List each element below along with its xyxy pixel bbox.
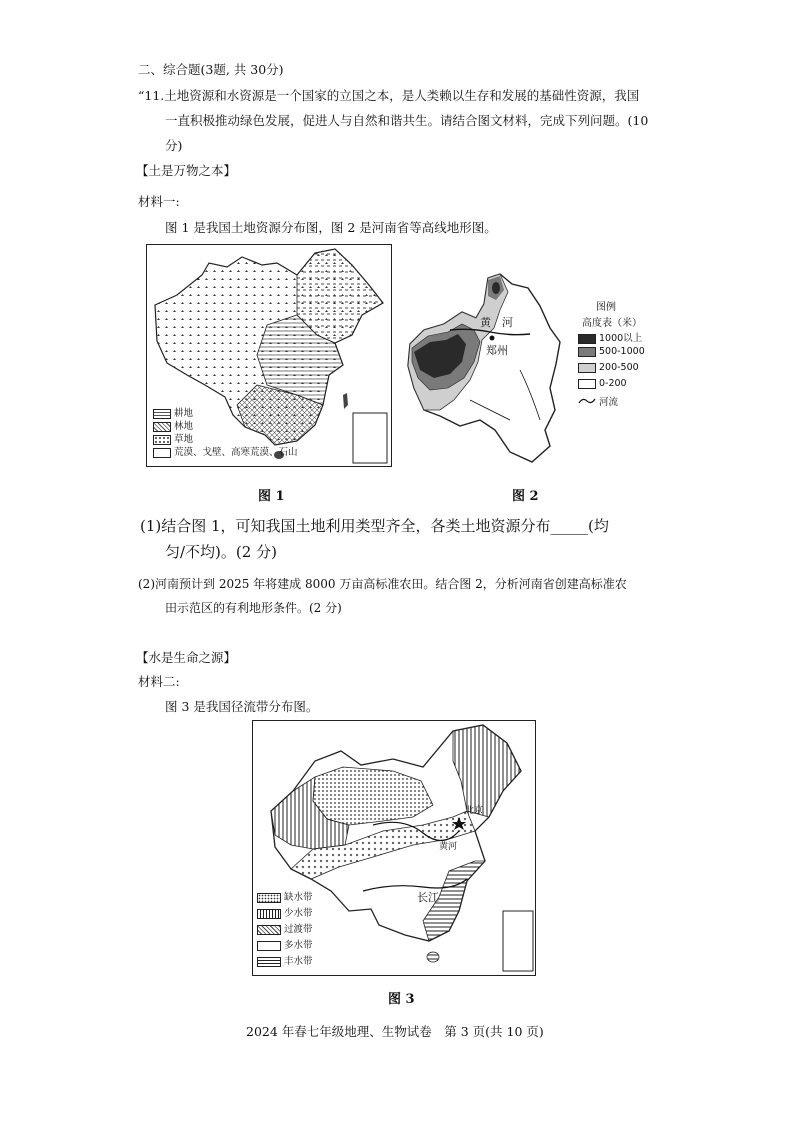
fig2-legend-label: 1000以上 [599, 333, 643, 344]
legend-swatch [578, 334, 596, 344]
yellow-river-label: 黄 河 [480, 316, 513, 329]
question-2-line1: (2)河南预计到 2025 年将建成 8000 万亩高标准农田。结合图 2，分析河南省创建高标准农 [138, 577, 627, 591]
fig2-legend-title: 图例 [596, 302, 616, 313]
material-two-intro: 图 3 是我国径流带分布图。 [165, 699, 319, 714]
page-footer: 2024 年春七年级地理、生物试卷 第 3 页(共 10 页) [246, 1024, 544, 1039]
fig3-legend-label: 缺水带 [284, 892, 313, 903]
fig2-legend-label: 200-500 [599, 362, 639, 373]
fig2-legend-subtitle: 高度表（米） [582, 318, 642, 329]
legend-swatch [153, 409, 171, 419]
question-1-line1: (1)结合图 1，可知我国土地利用类型齐全，各类土地资源分布_____(均 [140, 517, 609, 535]
fig2-legend-item [578, 394, 618, 408]
legend-swatch [578, 363, 596, 373]
fig3-legend-label: 丰水带 [284, 956, 313, 967]
fig3-legend-item [257, 889, 313, 903]
fig3-legend-item [257, 921, 313, 935]
fig1-legend-item [153, 405, 193, 419]
legend-swatch [257, 909, 281, 919]
figure-2-caption: 图 2 [512, 489, 539, 504]
legend-swatch [578, 379, 596, 389]
legend-swatch [153, 422, 171, 432]
figure-1-caption: 图 1 [258, 489, 285, 504]
fig1-legend-item [153, 431, 193, 445]
river-symbol-icon [578, 397, 596, 408]
fig1-legend-item [153, 444, 298, 458]
legend-swatch [153, 448, 171, 458]
fig3-legend-label: 多水带 [284, 940, 313, 951]
figure-1-land-map [146, 244, 392, 467]
zhengzhou-label: 郑州 [486, 344, 508, 357]
legend-swatch [153, 435, 171, 445]
fig2-legend-label: 河流 [599, 397, 619, 408]
question-11-line1: “11.土地资源和水资源是一个国家的立国之本，是人类赖以生存和发展的基础性资源，我国 [138, 88, 640, 103]
fig3-legend-item [257, 953, 313, 967]
figure-2-henan-map [400, 270, 670, 470]
fig1-legend-label: 林地 [174, 421, 194, 432]
legend-swatch [257, 925, 281, 935]
fig3-legend-item [257, 905, 313, 919]
fig2-legend-item [578, 330, 642, 344]
legend-swatch [578, 347, 596, 357]
fig1-legend-label: 耕地 [174, 408, 194, 419]
fig2-legend-item [578, 346, 645, 357]
legend-swatch [257, 941, 281, 951]
legend-swatch [257, 957, 281, 967]
figure-3-caption: 图 3 [388, 992, 415, 1007]
fig1-legend-item [153, 418, 193, 432]
question-11-line2: 一直积极推动绿色发展，促进人与自然和谐共生。请结合图文材料，完成下列问题。(10 [165, 113, 649, 128]
fig2-legend-label: 0-200 [599, 378, 627, 389]
section-title: 二、综合题(3题, 共 30分) [138, 62, 284, 77]
fig3-legend-label: 过渡带 [284, 924, 313, 935]
beijing-label: 北京 [465, 806, 484, 816]
part2-heading: 【水是生命之源】 [136, 650, 237, 665]
yellow-river-label: 黄河 [439, 842, 458, 852]
question-11-line3: 分) [165, 138, 183, 153]
fig2-legend-label: 500-1000 [599, 346, 645, 357]
fig1-legend-label: 荒漠、戈壁、高寒荒漠、石山 [174, 447, 298, 458]
fig2-legend-item [578, 378, 627, 389]
question-1-line2: 匀/不均)。(2 分) [165, 543, 277, 561]
legend-swatch [257, 893, 281, 903]
material-two-label: 材料二: [138, 674, 180, 689]
material-one-intro: 图 1 是我国土地资源分布图，图 2 是河南省等高线地形图。 [165, 220, 497, 235]
fig3-legend-label: 少水带 [284, 908, 313, 919]
yangtze-label: 长江 [417, 891, 439, 904]
part1-heading: 【土是万物之本】 [136, 163, 237, 178]
question-2-line2: 田示范区的有利地形条件。(2 分) [165, 601, 342, 615]
fig3-legend-item [257, 937, 313, 951]
figure-3-runoff-map [252, 720, 536, 976]
material-one-label: 材料一: [138, 194, 180, 209]
fig1-legend-label: 草地 [174, 434, 194, 445]
fig2-legend-item [578, 362, 639, 373]
